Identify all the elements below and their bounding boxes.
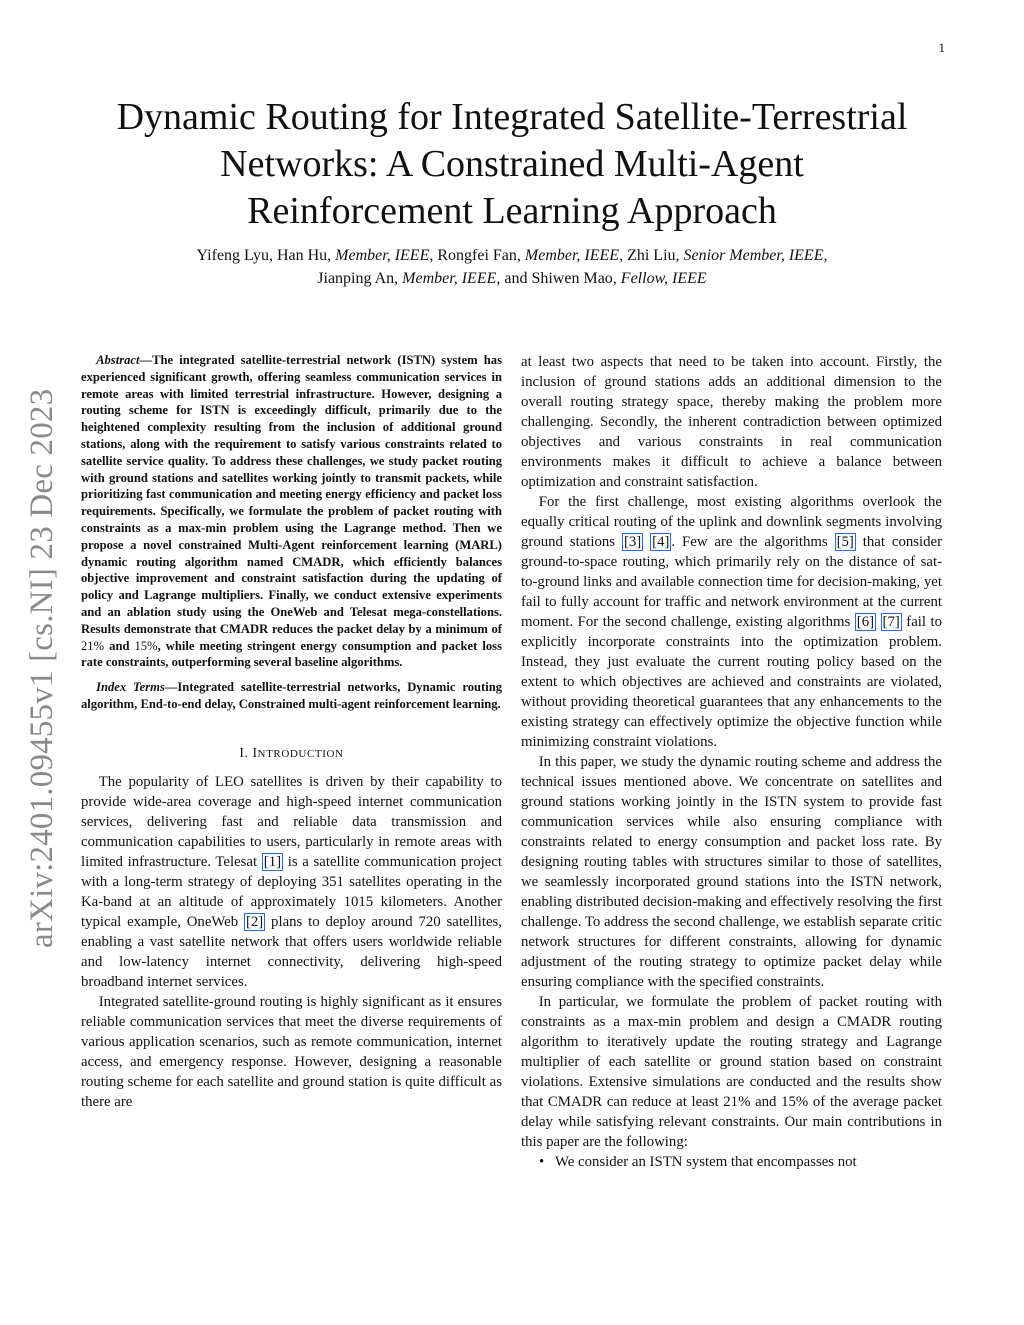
title-line-1: Dynamic Routing for Integrated Satellite-Terrestrial: [116, 96, 908, 138]
author-liu: Zhi Liu,: [627, 247, 680, 264]
section-heading-introduction: I. INTRODUCTION: [239, 744, 344, 760]
abstract-text-end: , while meeting stringent energy consumption and packet loss rate constraints, outperforming several baseline algorithms.: [81, 638, 502, 670]
author-list: [60, 244, 964, 290]
author-an: Jianping An,: [317, 270, 399, 287]
abstract-value-21: 21%: [81, 638, 105, 653]
title-line-2: Networks: A Constrained Multi-Agent: [220, 143, 804, 185]
right-column: [521, 352, 942, 1172]
right-paragraph-2: For the first challenge, most existing algorithms overlook the equally critical routing of the uplink and downlink segments involving ground stations [3] [4] . Few are the algorithms [5] that consider ground-to-space routing, which primarily rely on the distance of sat-to-ground links and available connection time for decision-making, yet fail to fully account for traffic and network environment at the current moment. For the second challenge, existing algorithms [6] [7] fail to explicitly incorporate constraints into the optimization problem. Instead, they just evaluate the current routing policy based on the extent to which objectives are achieved and constraints are violated, without providing theoretical guarantees that any enhancements to the existing strategy can effectively optimize the objective function while minimizing constraint violations.: [521, 494, 942, 750]
index-terms-label: Index Terms: [96, 680, 165, 695]
citation-link[interactable]: [5]: [836, 534, 854, 550]
citation-link[interactable]: [4]: [652, 534, 670, 550]
citation-link[interactable]: [7]: [882, 614, 900, 630]
right-paragraph-1: at least two aspects that need to be taken into account. Firstly, the inclusion of ground stations adds an additional dimension to the overall routing strategy space, thereby making the problem more challenging. Secondly, the inherent contradiction between optimized objectives and various constraints in real communication environments makes it difficult to achieve a balance between optimization and constraint satisfaction.: [521, 354, 942, 490]
author-role: Fellow, IEEE: [620, 270, 707, 287]
abstract-label: Abstract: [96, 353, 140, 367]
author-role: Member, IEEE,: [335, 247, 434, 264]
intro-paragraph-1: The popularity of LEO satellites is driven by their capability to provide wide-area coverage and high-speed internet communication services, delivering fast and reliable data transmission and communication capabilities to users, particularly in remote areas with limited infrastructure. Telesat [1] is a satellite communication project with a long-term strategy of deploying 351 satellites operating in the Ka-band at an altitude of approximately 1015 kilometers. Another typical example, OneWeb [2] plans to deploy around 720 satellites, enabling a vast satellite network that offers users worldwide reliable and low-latency internet connectivity, delivering high-speed broadband internet services.: [81, 773, 503, 990]
index-terms-text: —Integrated satellite-terrestrial networks, Dynamic routing algorithm, End-to-end delay, Constrained multi-agent reinforcement learning.: [81, 680, 503, 711]
right-paragraph-4: In particular, we formulate the problem of packet routing with constraints as a max-min problem and design a CMADR routing algorithm to iteratively update the routing strategy and Lagrange multiplier of each satellite or ground station based on constraint violations. Extensive simulations are conducted and the results show that CMADR can reduce at least 21% and 15% of the average packet delay while satisfying relevant constraints. Our main contributions in this paper are the following:: [521, 994, 942, 1150]
author-line-1: [60, 244, 964, 267]
author-role: Senior Member, IEEE,: [683, 247, 828, 264]
citation-link[interactable]: [6]: [856, 614, 875, 630]
paper-title: [60, 94, 964, 235]
abstract-text-mid: and: [104, 638, 135, 653]
index-terms: [81, 679, 502, 713]
author-lyu-hu: Yifeng Lyu, Han Hu,: [196, 247, 332, 264]
abstract: [81, 352, 502, 671]
citation-link[interactable]: [3]: [623, 534, 642, 550]
author-fan: Rongfei Fan,: [437, 247, 521, 264]
page-number: 1: [938, 40, 945, 55]
abstract-value-15: 15%: [134, 638, 158, 653]
arxiv-identifier-stamp: arXiv:2401.09455v1 [cs.NI] 23 Dec 2023: [24, 388, 60, 948]
citation-link[interactable]: [2]: [245, 913, 264, 930]
abstract-text: —The integrated satellite-terrestrial network (ISTN) system has experienced significant growth, offering seamless communication services in remote areas with limited terrestrial infrastructure. However, designing a routing scheme for ISTN is exceedingly difficult, primarily due to the heightened complexity resulting from the inclusion of additional ground stations, along with the requirement to satisfy various constraints related to satellite service quality. To address these challenges, we study packet routing with ground stations and satellites working jointly to transmit packets, while prioritizing fast communication and meeting energy efficiency and packet loss requirements. Specifically, we formulate the problem of packet routing with constraints as a max-min problem using the Lagrange method. Then we propose a novel constrained Multi-Agent reinforcement learning (MARL) dynamic routing algorithm named CMADR, which efficiently balances objective improvement and constraint satisfaction during the updating of policy and Lagrange multipliers. Finally, we conduct extensive experiments and an ablation study using the OneWeb and Telesat mega-constellations. Results demonstrate that CMADR reduces the packet delay by a minimum of: [81, 353, 502, 636]
list-item: • We consider an ISTN system that encompasses not: [539, 1152, 942, 1172]
right-paragraph-3: In this paper, we study the dynamic routing scheme and address the technical issues mentioned above. We concentrate on satellites and ground stations working jointly in the ISTN system to provide fast communication services while also ensuring compliance with constraints related to energy consumption and packet loss rate. By designing routing tables with structures similar to those of satellites, we seamlessly incorporated ground stations into the ISTN network, enabling distributed decision-making and effectively resolving the first challenge. To address the second challenge, we establish separate critic network structures for different constraints, allowing for dynamic adjustment of the routing strategy to optimize packet delay while ensuring compliance with the specified constraints.: [521, 754, 942, 990]
author-mao: and Shiwen Mao,: [504, 270, 617, 287]
citation-link[interactable]: [1]: [263, 853, 282, 870]
title-line-3: Reinforcement Learning Approach: [247, 190, 777, 232]
contributions-list: [521, 1152, 942, 1172]
left-column: [81, 352, 502, 1112]
author-line-2: [60, 267, 964, 290]
author-role: Member, IEEE,: [524, 247, 624, 264]
intro-paragraph-2: Integrated satellite-ground routing is highly significant as it ensures reliable communication services that meet the diverse requirements of various application scenarios, such as remote communication, internet access, and emergency response. However, designing a reasonable routing scheme for each satellite and ground station is quite difficult as there are: [81, 993, 502, 1110]
author-role: Member, IEEE,: [402, 270, 501, 287]
